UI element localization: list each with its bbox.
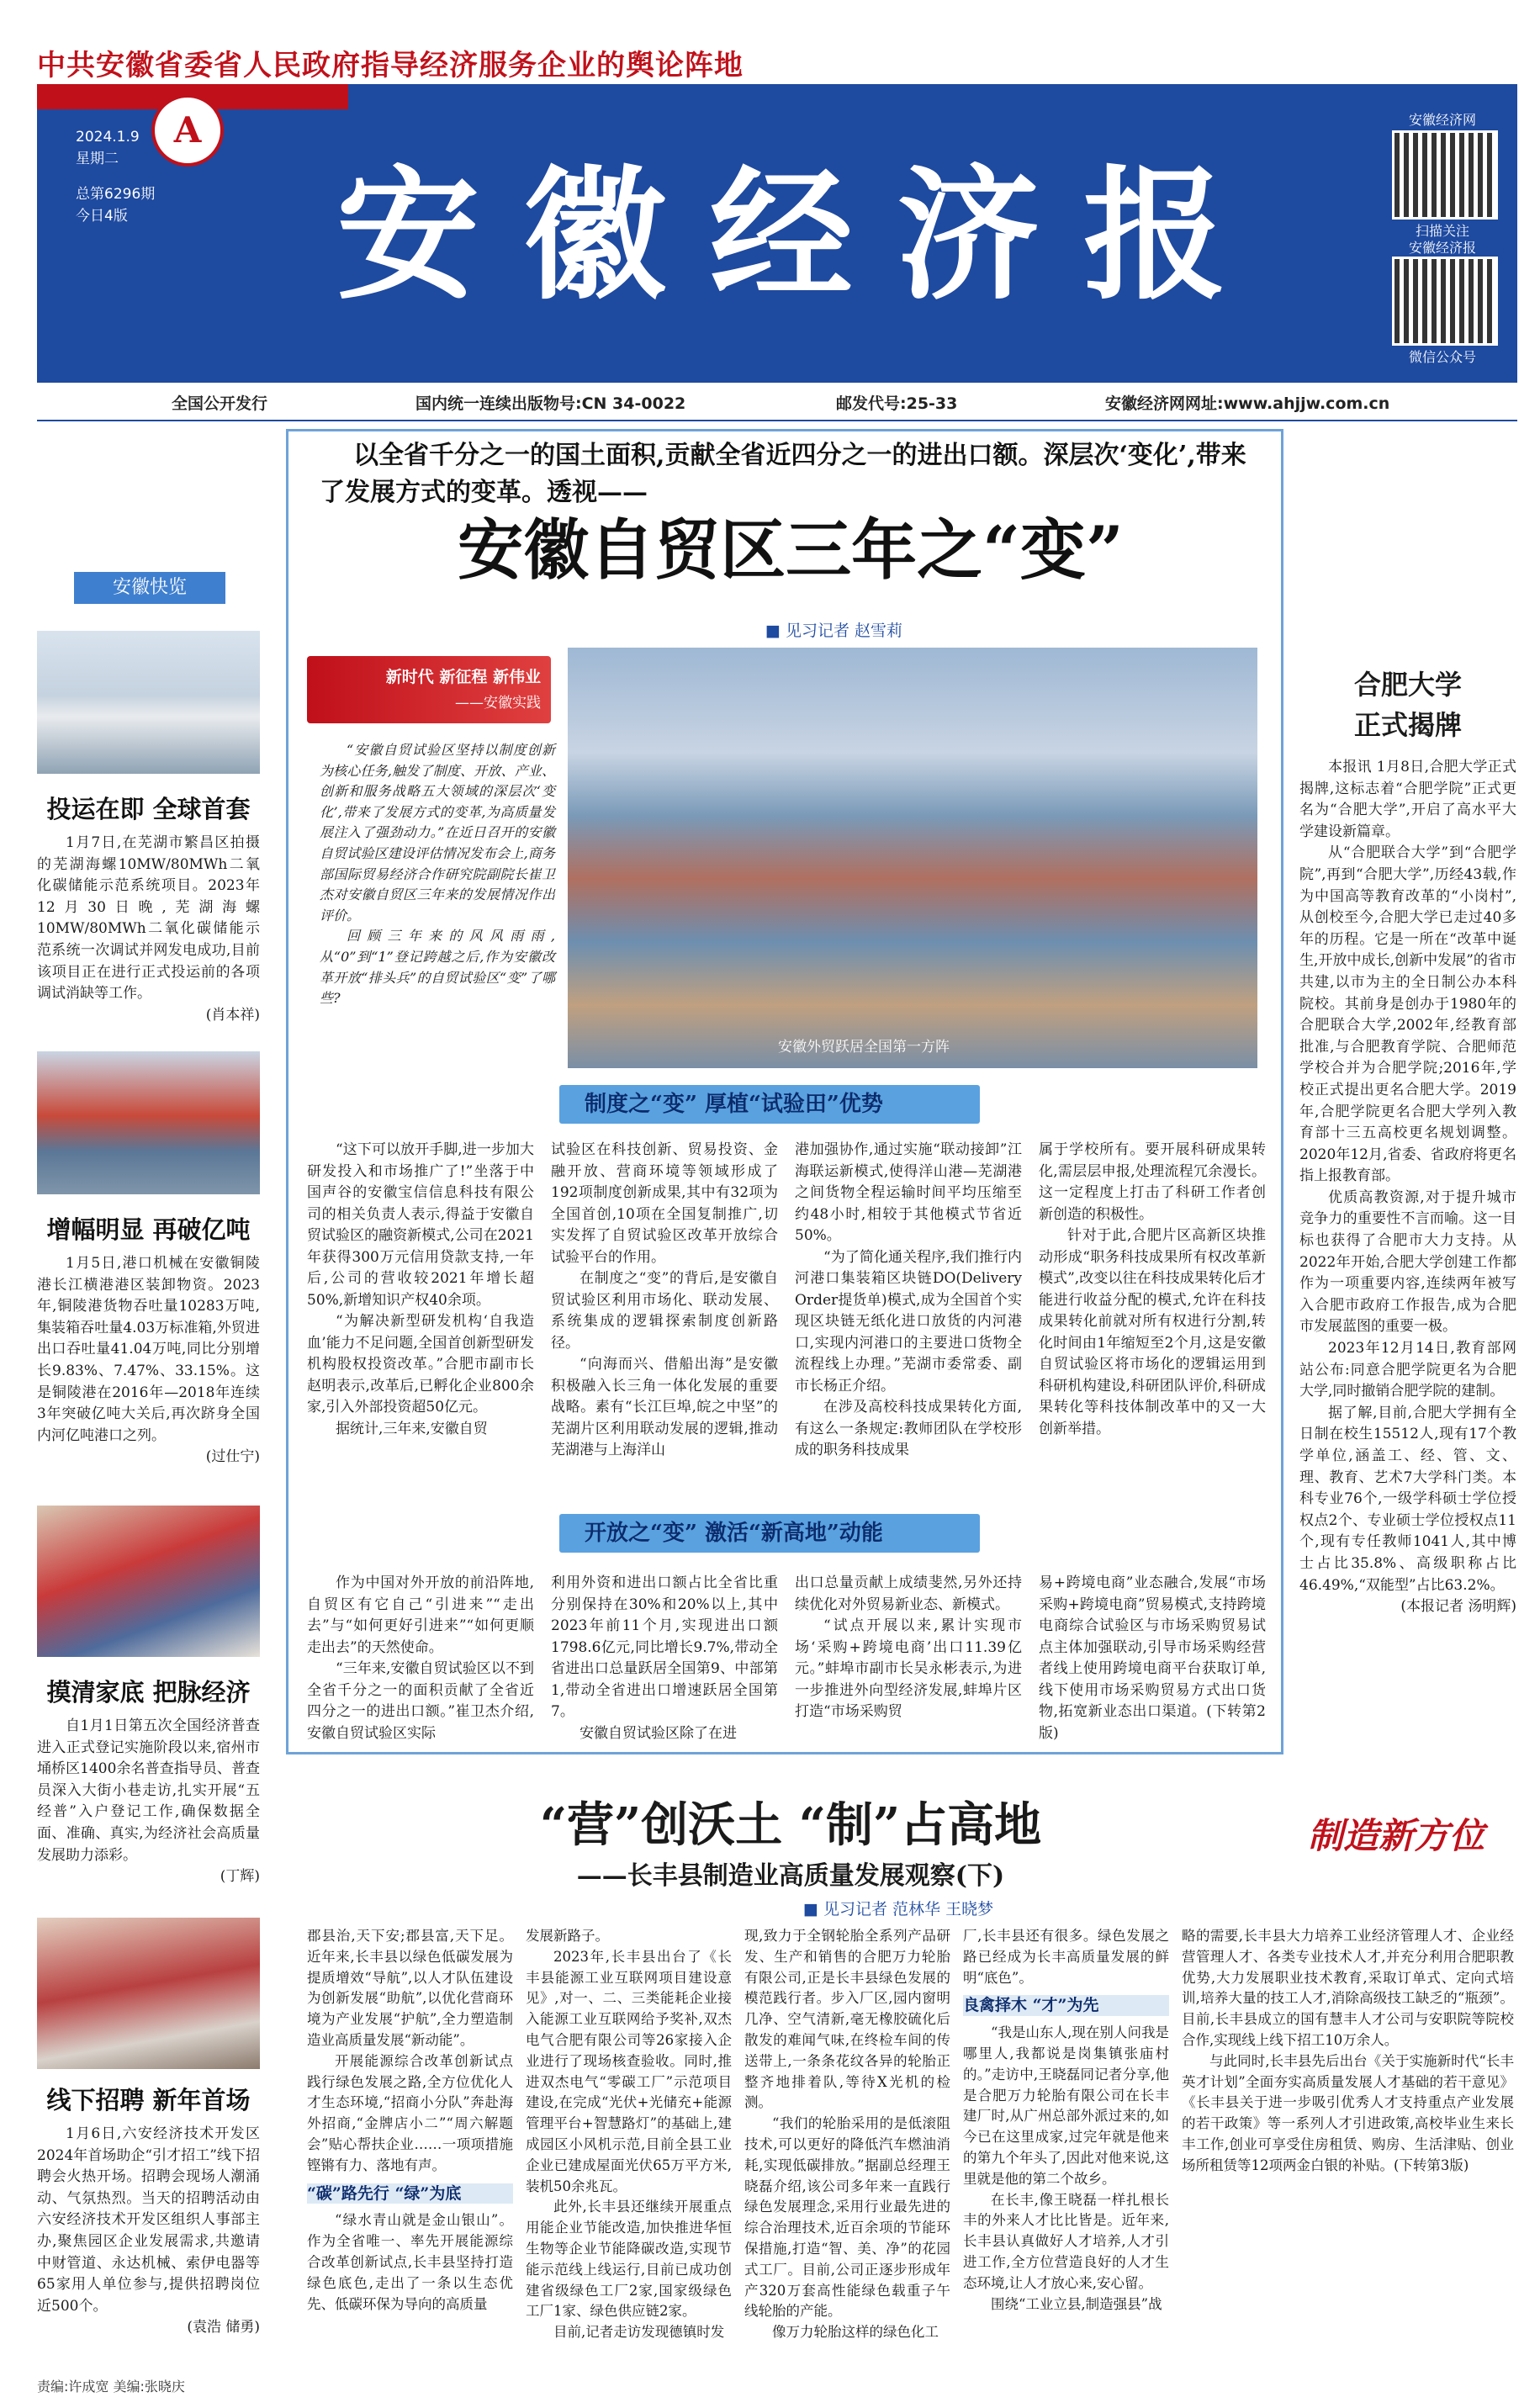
section2-banner (559, 1514, 980, 1553)
qr1-top-label: 安徽经济网 (1408, 112, 1476, 128)
lead-byline: ■ 见习记者 赵雪莉 (765, 618, 902, 641)
s1-col1-p3: 据统计,三年来,安徽自贸 (336, 1420, 488, 1437)
lead-kicker: 以全省千分之一的国土面积,贡献全省近四分之一的进出口额。深层次‘变化’,带来了发展方式的变革。透视—— (320, 441, 1246, 507)
masthead-slogan-row (37, 42, 1517, 84)
lead-photo-port (568, 648, 1257, 1068)
lead-intro-p2: 回顾三年来的风风雨雨,从“0”到“1”登记跨越之后,作为安徽改革开放“排头兵”的自贸试验区“变”了哪些? (320, 928, 555, 1007)
sidebar-body-1: 1月7日,在芜湖市繁昌区拍摄的芜湖海螺10MW/80MWh二氧化碳储能示范系统项目。2023年12月30日晚,芜湖海螺10MW/80MWh二氧化碳储能示范系统一次调试并网发电成功,目前该项目正在进行正式投运前的各项调试消缺等工作。 (37, 834, 260, 1003)
masthead-slogan: 中共安徽省委省人民政府指导经济服务企业的舆论阵地 (37, 49, 744, 82)
s1-col1-p1: “这下可以放开手脚,进一步加大研发投入和市场推广了!”坐落于中国声谷的安徽宝信信息科技有限公司的相关负责人表示,得益于安徽自贸试验区的融资新模式,公司在2021年获得300万元信用贷款支持,一年后,公司的营收较2021年增长超50%,新增知识产权40余项。 (307, 1141, 534, 1309)
s2-col4 (1039, 1573, 1266, 1744)
right-p3: 优质高教资源,对于提升城市竞争力的重要性不言而喻。这一目标也获得了合肥市大力支持。从2022年开始,合肥大学创建工作都作为一项重要内容,连续两年被写入合肥市政府工作报告,成为合肥市发展蓝图的重要一极。 (1299, 1188, 1516, 1336)
issue-number: 总第6296期 (76, 186, 156, 203)
sidebar-text-1 (37, 833, 260, 1026)
footer-editor: 责编:许成宽 美编:张晓庆 (37, 2379, 185, 2395)
ss-col1 (307, 1926, 513, 2315)
s1-col4-p1: 属于学校所有。要开展科研成果转化,需层层申报,处理流程冗余漫长。这一定程度上打击了科研工作者创新创造的积极性。 (1039, 1141, 1266, 1223)
right-body (1299, 757, 1516, 1618)
right-p2: 从“合肥联合大学”到“合肥学院”,再到“合肥大学”,历经43载,作为中国高等教育改革的“小岗村”,从创校至今,合肥大学已走过40多年的历程。它是一所在“改革中诞生,开放中成长,创新中发展”的省市共建,以市为主的全日制公办本科院校。其前身是创办于1980年的合肥联合大学,2002年,经教育部批准,与合肥教育学院、合肥师范学校合并为合肥学院;2016年,学校正式提出更名合肥大学。2019年,合肥学院更名合肥大学列入教育部十三五高校更名规划调整。2020年12月,省委、省政府将更名指上报教育部。 (1299, 844, 1516, 1185)
s1-col3-p1: 港加强协作,通过实施“联动接卸”江海联运新模式,使得洋山港—芜湖港之间货物全程运输时间平均压缩至约48小时,相较于其他模式节省近50%。 (795, 1141, 1022, 1244)
ss-col2-p4: 目前,记者走访发现德镇时发 (553, 2324, 725, 2341)
ss-col3 (744, 1926, 950, 2343)
series-tag-line2: ——安徽实践 (455, 695, 541, 712)
sidebar-text-4 (37, 2124, 260, 2339)
sidebar-text-3 (37, 1716, 260, 1888)
s2-col3 (795, 1573, 1022, 1723)
issue-weekday: 星期二 (76, 151, 119, 167)
lead-intro (320, 740, 555, 1009)
qr-code-wechat[interactable] (1392, 257, 1498, 346)
publication-info-bar (37, 383, 1517, 421)
right-credit: (本报记者 汤明辉) (1400, 1598, 1516, 1616)
second-subhead: ——长丰县制造业高质量发展观察(下) (576, 1861, 1005, 1891)
website-text: 安徽经济网网址:www.ahjjw.com.cn (1105, 394, 1390, 413)
right-p5: 据了解,目前,合肥大学拥有全日制在校生15512人,现有17个教学单位,涵盖工、经、管、文、理、教育、艺术7大学科门类。本科专业76个,一级学科硕士学位授权点2个、专业硕士学位授权点11个,现有专任教师1041人,其中博士占比35.8%、高级职称占比46.49%,“双能型”占比63.2%。 (1299, 1404, 1516, 1594)
s2-col2-p1: 利用外资和进出口额占比全省比重分别保持在30%和20%以上,其中2023年前11个月,实现进出口额1798.6亿元,同比增长9.7%,带动全省进出口总量跃居全国第9、中部第1,带动全省进出口增速跃居全国第7。 (551, 1574, 778, 1720)
s2-col4-p1: 易+跨境电商”业态融合,发展“市场采购+跨境电商”贸易模式,支持跨境电商综合试验区与市场采购贸易试点主体加强联动,引导市场采购经营者线上使用跨境电商平台获取订单,线下使用市场采购贸易方式出口货物,拓宽新业态出口渠道。(下转第2版) (1039, 1574, 1266, 1742)
sidebar-photo-1 (37, 631, 260, 774)
sidebar-headline-2: 增幅明显 再破亿吨 (46, 1215, 251, 1244)
made-in-stamp: 制造新方位 (1308, 1815, 1485, 1856)
s2-col3-p2: “试点开展以来,累计实现市场‘采购+跨境电商’出口11.39亿元。”蚌埠市副市长吴永彬表示,为进一步推进外向型经济发展,蚌埠片区打造“市场采购贸 (795, 1617, 1022, 1720)
s2-col2 (551, 1573, 778, 1744)
ss-col4-p3: 在长丰,像王晓磊一样扎根长丰的外来人才比比皆是。近年来,长丰县认真做好人才培养,人才引进工作,全方位营造良好的人才生态环境,让人才放心来,安心留。 (963, 2191, 1169, 2291)
distribution-text: 全国公开发行 (172, 394, 268, 413)
sidebar-body-2: 1月5日,港口机械在安徽铜陵港长江横港港区装卸物资。2023年,铜陵港货物吞吐量10283万吨,集装箱吞吐量4.03万标准箱,外贸进出口吞吐量41.04万吨,同比分别增长9.83%、7.47%、33.15%。这是铜陵港在2016年—2018年连续3年突破亿吨大关后,再次跻身全国内河亿吨港口之列。 (37, 1255, 260, 1444)
ss-col2 (526, 1926, 732, 2343)
s1-col3-p2: “为了简化通关程序,我们推行内河港口集装箱区块链DO(Delivery Order提货单)模式,成为全国首个实现区块链无纸化进口放货的内河港口,实现内河港口的主要进口货物全流程线上办理。”芜湖市委常委、副市长杨正介绍。 (795, 1248, 1022, 1395)
ss-col5-p2: 与此同时,长丰县先后出台《关于实施新时代“长丰英才计划”全面夯实高质量发展人才基础的若干意见》《长丰县关于进一步吸引优秀人才支持重点产业发展的若干政策》等一系列人才引进政策,高校毕业生来长丰工作,创业可享受住房租赁、购房、生活津贴、创业场所租赁等12项两金白银的补贴。(下转第3版) (1182, 2052, 1514, 2173)
issue-date: 2024.1.9 (76, 129, 140, 146)
qr-pattern (1394, 133, 1495, 217)
cn-number: 国内统一连续出版物号:CN 34-0022 (415, 394, 686, 413)
ss-col2-p3: 此外,长丰县还继续开展重点用能企业节能改造,加快推进华恒生物等企业节能降碳改造,实现节能示范线上线运行,目前已成功创建省级绿色工厂2家,国家级绿色工厂1家、绿色供应链2家。 (526, 2199, 732, 2320)
lead-intro-p1: “安徽自贸试验区坚持以制度创新为核心任务,触发了制度、开放、产业、创新和服务战略五大领域的深层次‘变化’,带来了发展方式的变革,为高质量发展注入了强劲动力。”在近日召开的安徽自贸试验区建设评估情况发布会上,商务部国际贸易经济合作研究院副院长崔卫杰对安徽自贸区三年来的发展情况作出评价。 (320, 742, 555, 924)
ss-col4-p2: “我是山东人,现在别人问我是哪里人,我都说是岗集镇张庙村的。”走访中,王晓磊同记者分享,他是合肥万力轮胎有限公司在长丰建厂时,从广州总部外派过来的,如今已在这里成家,过完年就是他来的第九个年头了,因此对他来说,这里就是他的第二个故乡。 (963, 2024, 1169, 2187)
series-tag-line1: 新时代 新征程 新伟业 (385, 668, 541, 686)
s1-col3 (795, 1140, 1022, 1462)
section1-title: 制度之“变” 厚植“试验田”优势 (585, 1092, 883, 1117)
right-p4: 2023年12月14日,教育部网站公布:同意合肥学院更名为合肥大学,同时撤销合肥学院的建制。 (1299, 1340, 1516, 1400)
s1-col1-p2: “为解决新型研发机构‘自我造血’能力不足问题,全国首创新型研发机构股权投资改革。”合肥市副市长赵明表示,改革后,已孵化企业800余家,引入外部投资超50亿元。 (307, 1313, 534, 1416)
sidebar-text-2 (37, 1253, 260, 1469)
logo-letter: A (173, 109, 202, 151)
ss-col2-p1: 发展新路子。 (526, 1928, 609, 1944)
sidebar-headline-4: 线下招聘 新年首场 (46, 2086, 251, 2114)
second-headline: “营”创沃土 “制”占高地 (539, 1797, 1042, 1853)
sidebar-photo-3 (37, 1506, 260, 1657)
series-tag (307, 656, 551, 723)
qr-code-website[interactable] (1392, 130, 1498, 220)
s1-col4 (1039, 1140, 1266, 1440)
sidebar-body-4: 1月6日,六安经济技术开发区2024年首场助企“引才招工”线下招聘会火热开场。招聘会现场人潮涌动、气氛热烈。当天的招聘活动由六安经济技术开发区组织人事部主办,聚焦园区企业发展需求,共邀请中财管道、永达机械、索伊电器等65家用人单位参与,提供招聘岗位近500个。 (37, 2125, 260, 2315)
s1-col3-p3: 在涉及高校科技成果转化方面,有这么一条规定:教师团队在学校形成的职务科技成果 (795, 1399, 1022, 1458)
s1-col2-p1: 试验区在科技创新、贸易投资、金融开放、营商环境等领域形成了192项制度创新成果,其中有32项为全国首创,10项在全国复制推广,切实发挥了自贸试验区改革开放综合试验平台的作用。 (551, 1141, 778, 1266)
lead-photo-caption: 安徽外贸跃居全国第一方阵 (778, 1039, 950, 1056)
s1-col2 (551, 1140, 778, 1462)
ss-col1-p2: 开展能源综合改革创新试点践行绿色发展之路,全方位优化人才生态环境,“招商小分队”奔赴海外招商,“金牌店小二”“周六解题会”贴心帮扶企业……一项项措施铿锵有力、落地有声。 (307, 2052, 513, 2173)
ss-col3-p1: 现,致力于全钢轮胎全系列产品研发、生产和销售的合肥万力轮胎有限公司,正是长丰县绿色发展的模范践行者。步入厂区,园内窗明几净、空气清新,毫无橡胶硫化后散发的难闻气味,在终检车间的传送带上,一条条花纹各异的轮胎正整齐地排着队,等待X光机的检测。 (744, 1928, 950, 2111)
right-column (1299, 664, 1516, 1618)
ss-col2-p2: 2023年,长丰县出台了《长丰县能源工业互联网项目建设意见》,对一、二、三类能耗企业接入能源工业互联网给予奖补,双杰电气合肥有限公司等26家接入企业进行了现场核查验收。同时,推进双杰电气“零碳工厂”示范项目建设,在完成“光伏+光储充+能源管理平台+智慧路灯”的基础上,建成园区小风机示范,目前全县工业企业已建成屋面光伏65万平方米,装机50余兆瓦。 (526, 1948, 732, 2194)
right-headline-line2: 正式揭牌 (1353, 709, 1462, 741)
postal-code: 邮发代号:25-33 (836, 394, 958, 413)
s2-col3-p1: 出口总量贡献上成绩斐然,另外还持续优化对外贸易新业态、新模式。 (795, 1574, 1022, 1613)
qr2-top-label: 安徽经济报 (1408, 240, 1476, 256)
s1-col4-p2: 针对于此,合肥片区高新区块推动形成“职务科技成果所有权改革新模式”,改变以往在科技成果转化后才能进行收益分配的模式,允许在科技成果转化前就对所有权进行分割,转化时间由1年缩短至2个月,这是安徽自贸试验区将市场化的逻辑运用到科研机构建设,科研团队评价,科研成果转化等科技体制改革中的又一大创新举措。 (1039, 1227, 1266, 1437)
section2-title: 开放之“变” 激活“新高地”动能 (585, 1521, 883, 1546)
sidebar-body-3: 自1月1日第五次全国经济普查进入正式登记实施阶段以来,宿州市埇桥区1400余名普查指导员、普查员深入大街小巷走访,扎实开展“五经普”入户登记工作,确保数据全面、准确、真实,为经济社会高质量发展助力添彩。 (37, 1717, 260, 1864)
sidebar-photo-2 (37, 1051, 260, 1194)
ss-col3-p3: 像万力轮胎这样的绿色化工 (772, 2324, 939, 2341)
s1-col1 (307, 1140, 534, 1440)
s1-col2-p2: 在制度之“变”的背后,是安徽自贸试验区利用市场化、联动发展、系统集成的逻辑探索制度创新路径。 (551, 1270, 778, 1352)
sidebar-credit-3: (丁辉) (220, 1868, 260, 1886)
ss-col5-p1: 略的需要,长丰县大力培养工业经济管理人才、企业经营管理人才、各类专业技术人才,并充分利用合肥职教优势,大力发展职业技术教育,采取订单式、定向式培训,培养大量的技工人才,消除高级技工缺乏的“瓶颈”。目前,长丰县成立的国有慧丰人才公司与安职院等院校合作,实现线上线下招工10万余人。 (1182, 1928, 1514, 2048)
right-p1: 本报讯 1月8日,合肥大学正式揭牌,这标志着“合肥学院”正式更名为“合肥大学”,开启了高水平大学建设新篇章。 (1299, 759, 1516, 840)
second-byline: ■ 见习记者 范林华 王晓梦 (803, 1897, 993, 1919)
issue-info (76, 126, 278, 227)
sidebar-credit-1: (肖本祥) (205, 1006, 260, 1024)
s2-col2-p2: 安徽自贸试验区除了在进 (579, 1724, 737, 1742)
ss-mini-head-2: 良禽择木 “才”为先 (963, 1995, 1169, 2016)
sidebar-headline-1: 投运在即 全球首套 (46, 795, 251, 823)
ss-col3-p2: “我们的轮胎采用的是低滚阻技术,可以更好的降低汽车燃油消耗,实现低碳排放。”据副总经理王晓磊介绍,该公司多年来一直践行绿色发展理念,采用行业最先进的综合治理技术,近百余项的节能环保措施,打造“智、美、净”的花园式工厂。目前,公司正逐步形成年产320万套高性能绿色载重子午线轮胎的产能。 (744, 2115, 950, 2320)
sidebar-credit-4: (袁浩 储勇) (187, 2319, 260, 2337)
ss-col1-p1: 郡县治,天下安;郡县富,天下足。近年来,长丰县以绿色低碳发展为提质增效“导航”,以人才队伍建设为创新发展“助航”,以优化营商环境为产业发展“护航”,全力塑造制造业高质量发展“新动能”。 (307, 1928, 513, 2048)
newspaper-title: 安徽经济报 (336, 151, 1271, 320)
right-headline-line1: 合肥大学 (1353, 669, 1462, 701)
section1-banner (559, 1085, 980, 1124)
ss-mini-head-1: “碳”路先行 “绿”为底 (307, 2183, 513, 2204)
sidebar-headline-3: 摸清家底 把脉经济 (46, 1678, 251, 1707)
ss-col5 (1182, 1926, 1514, 2177)
qr2-bottom-label: 微信公众号 (1408, 349, 1476, 365)
sidebar-photo-4 (37, 1918, 260, 2069)
qr-pattern (1394, 259, 1495, 343)
ss-col4-p1: 厂,长丰县还有很多。绿色发展之路已经成为长丰高质量发展的鲜明“底色”。 (963, 1928, 1169, 1986)
quick-news-label: 安徽快览 (74, 572, 225, 604)
issue-pages: 今日4版 (76, 208, 128, 225)
lead-headline: 安徽自贸区三年之“变” (458, 512, 1124, 589)
s1-col2-p3: “向海而兴、借船出海”是安徽积极融入长三角一体化发展的重要战略。素有“长江巨埠,皖之中坚”的芜湖片区利用联动发展的逻辑,推动芜湖港与上海洋山 (551, 1356, 778, 1458)
ss-col4-p4: 围绕“工业立县,制造强县”战 (991, 2295, 1162, 2312)
s2-col1 (307, 1573, 534, 1744)
s2-col1-p1: 作为中国对外开放的前沿阵地,自贸区有它自己“引进来”“走出去”与“如何更好引进来”“如何更顺走出去”的天然使命。 (307, 1574, 534, 1656)
sidebar-credit-2: (过仕宁) (205, 1448, 260, 1466)
s2-col1-p2: “三年来,安徽自贸试验区以不到全省千分之一的面积贡献了全省近四分之一的进出口额。”崔卫杰介绍,安徽自贸试验区实际 (307, 1660, 534, 1742)
ss-col1-p3: “绿水青山就是金山银山”。作为全省唯一、率先开展能源综合改革创新试点,长丰县坚持打造绿色底色,走出了一条以生态优先、低碳环保为导向的高质量 (307, 2212, 513, 2312)
ss-col4 (963, 1926, 1169, 2315)
qr1-bottom-label: 扫描关注 (1415, 223, 1469, 239)
